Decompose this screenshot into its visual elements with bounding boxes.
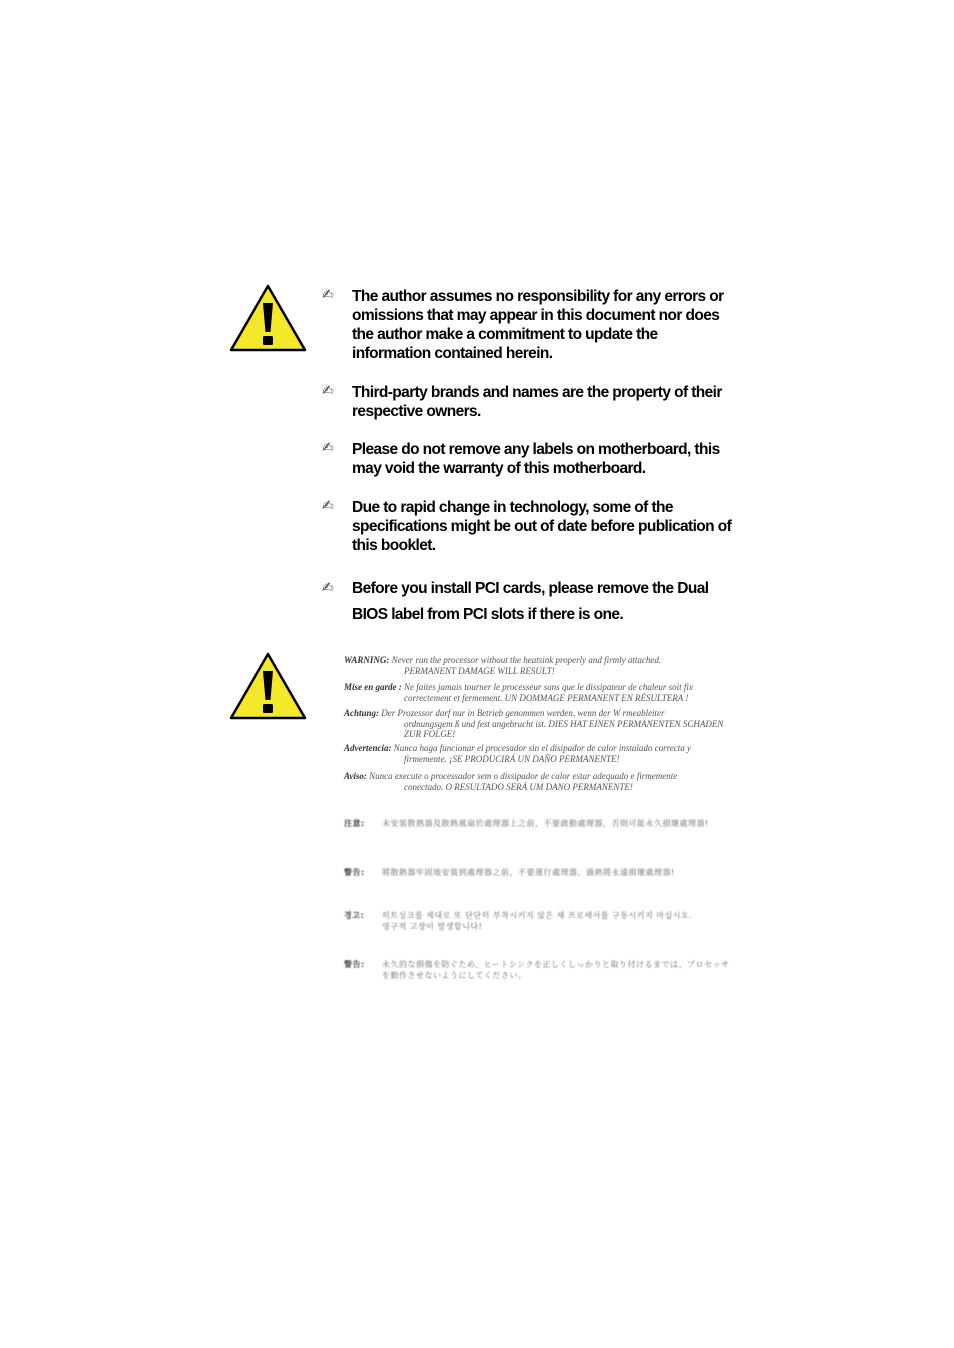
notice-text: Third-party brands and names are the property of their respective owners. <box>352 384 722 420</box>
notice-text: Before you install PCI cards, please remove the Dual BIOS label from PCI slots if there is one. <box>352 580 709 623</box>
warning-line: 將散熱器牢固地安裝到處理器之前，不要運行處理器。過熱將永遠損壞處理器! <box>382 868 675 877</box>
warning-triangle-icon <box>228 651 308 721</box>
notice-text: The author assumes no responsibility for any errors or omissions that may appear in this document nor does the author make a commitment to update the information contained herein. <box>352 288 724 362</box>
notice-item <box>322 576 732 628</box>
notice-item <box>322 287 732 363</box>
warning-line: Never run the processor without the heatsink properly and firmly attached. <box>391 655 662 665</box>
warning-line: を動作させないようにしてください。 <box>382 971 527 980</box>
warning-line: Nunca haga funcionar el procesador sin el disipador de calor instalado correcta y <box>393 743 692 753</box>
warning-label: 注意: <box>344 819 365 828</box>
warning-label: WARNING: <box>344 655 390 665</box>
notice-item <box>322 440 732 478</box>
writing-hand-icon: ✍ <box>322 440 334 456</box>
warning-ko <box>344 910 734 932</box>
warning-line: PERMANENT DAMAGE WILL RESULT! <box>404 665 555 676</box>
notice-item <box>322 383 732 421</box>
warning-triangle-icon <box>228 283 308 353</box>
warning-label: Aviso: <box>344 771 367 781</box>
warning-line: Der Prozessor darf nur in Betrieb genommen werden, wenn der W rmeableiter <box>381 708 665 718</box>
warning-line: ordnungsgem ß und fest angebracht ist. DIES HAT EINEN PERMANENTEN SCHADEN ZUR FOLGE! <box>404 718 724 739</box>
warning-zh-tw <box>344 867 734 878</box>
warning-line: Nunca execute o processador sem o dissipador de calor estar adequado e firmemente <box>369 771 678 781</box>
warning-pt <box>344 771 729 792</box>
warning-line: 히트싱크를 제대로 또 단단히 부착시키지 않은 채 프로세서를 구동시키지 마십시오. <box>382 911 693 920</box>
warning-fr <box>344 682 729 703</box>
warning-line: 영구적 고장이 발생합니다! <box>382 922 483 931</box>
notice-item <box>322 498 732 555</box>
warning-de <box>344 708 729 740</box>
warning-label: Mise en garde : <box>344 682 402 692</box>
warning-line: firmemente. ¡SE PRODUCIRÁ UN DAÑO PERMANENTE! <box>404 753 620 764</box>
warning-line: conectado. O RESULTADO SERÁ UM DANO PERMANENTE! <box>404 781 633 792</box>
writing-hand-icon: ✍ <box>322 498 334 514</box>
writing-hand-icon: ✍ <box>322 580 334 596</box>
warning-line: Ne faites jamais tourner le processeur sans que le dissipateur de chaleur soit fix <box>404 682 693 692</box>
warning-es <box>344 743 729 764</box>
notice-text: Please do not remove any labels on motherboard, this may void the warranty of this motherboard. <box>352 441 720 477</box>
notice-text: Due to rapid change in technology, some of the specifications might be out of date before publication of this booklet. <box>352 499 732 554</box>
warning-ja <box>344 959 734 981</box>
warning-zh-cn <box>344 818 734 829</box>
warning-label: Achtung: <box>344 708 380 718</box>
warning-label: 경고: <box>344 911 365 920</box>
warning-label: Advertencia: <box>344 743 392 753</box>
warning-label: 警告: <box>344 960 365 969</box>
writing-hand-icon: ✍ <box>322 287 334 303</box>
warning-line: correctement et fermement. UN DOMMAGE PERMANENT EN RÉSULTERA ! <box>404 692 689 703</box>
writing-hand-icon: ✍ <box>322 383 334 399</box>
warning-label: 警告: <box>344 868 365 877</box>
warning-en <box>344 655 729 676</box>
warning-line: 永久的な損傷を防ぐため、ヒートシンクを正しくしっかりと取り付けるまでは、プロセッサ <box>382 960 730 969</box>
warning-line: 未安裝散熱器及散熱風扇於處理器上之前，不要啟動處理器，否則可能永久損壞處理器! <box>382 819 709 828</box>
